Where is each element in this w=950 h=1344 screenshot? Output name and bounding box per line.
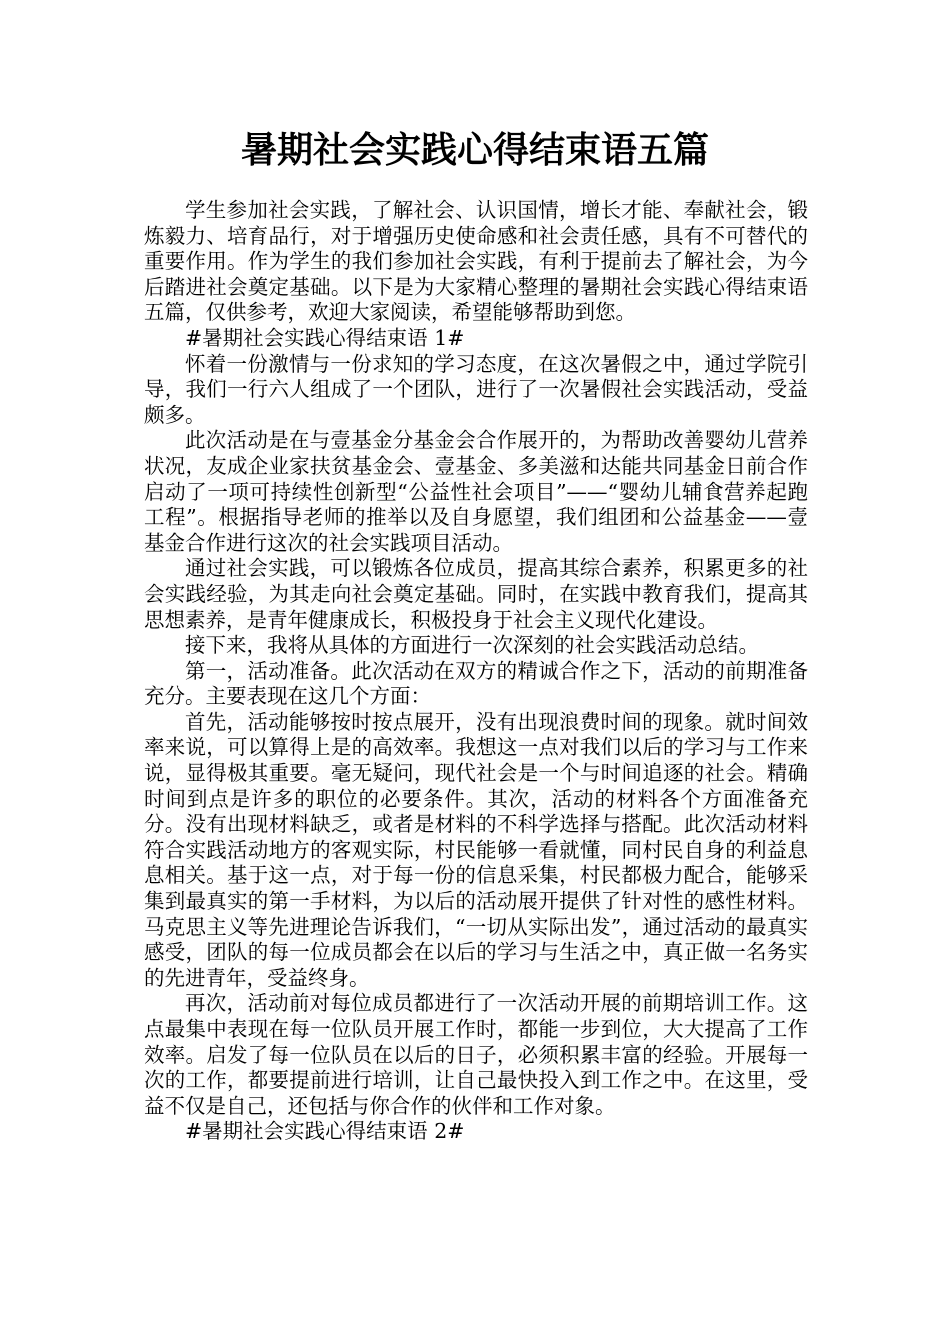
section-heading-2: #暑期社会实践心得结束语 2# bbox=[185, 1119, 465, 1144]
body-paragraph: 此次活动是在与壹基金分基金会合作展开的，为帮助改善婴幼儿营养状况，友成企业家扶贫基金会、壹基金、多美滋和达能共同基金日前合作启动了一项可持续性创新型“公益性社会项目”——“婴幼儿辅食营养起跑工程”。根据指导老师的推举以及自身愿望，我们组团和公益基金——壹基金合作进行这次的社会实践项目活动。 bbox=[144, 428, 808, 555]
intro-paragraph: 学生参加社会实践，了解社会、认识国情，增长才能、奉献社会，锻炼毅力、培育品行，对于增强历史使命感和社会责任感，具有不可替代的重要作用。作为学生的我们参加社会实践，有利于提前去了解社会，为今后踏进社会奠定基础。以下是为大家精心整理的暑期社会实践心得结束语五篇，仅供参考，欢迎大家阅读，希望能够帮助到您。 bbox=[144, 198, 808, 325]
body-paragraph: 再次，活动前对每位成员都进行了一次活动开展的前期培训工作。这点最集中表现在每一位队员开展工作时，都能一步到位，大大提高了工作效率。启发了每一位队员在以后的日子，必须积累丰富的经验。开展每一次的工作，都要提前进行培训，让自己最快投入到工作之中。在这里，受益不仅是自己，还包括与你合作的伙伴和工作对象。 bbox=[144, 991, 808, 1118]
body-paragraph: 怀着一份激情与一份求知的学习态度，在这次暑假之中，通过学院引导，我们一行六人组成了一个团队，进行了一次暑假社会实践活动，受益颇多。 bbox=[144, 351, 808, 427]
body-paragraph: 第一，活动准备。此次活动在双方的精诚合作之下，活动的前期准备充分。主要表现在这几个方面： bbox=[144, 658, 808, 709]
body-paragraph: 接下来，我将从具体的方面进行一次深刻的社会实践活动总结。 bbox=[185, 633, 759, 658]
document-title: 暑期社会实践心得结束语五篇 bbox=[240, 130, 709, 171]
document-body bbox=[144, 198, 808, 1145]
body-paragraph: 通过社会实践，可以锻炼各位成员，提高其综合素养，积累更多的社会实践经验，为其走向社会奠定基础。同时，在实践中教育我们，提高其思想素养，是青年健康成长，积极投身于社会主义现代化建设。 bbox=[144, 556, 808, 632]
section-heading-1: #暑期社会实践心得结束语 1# bbox=[185, 325, 465, 350]
body-paragraph: 首先，活动能够按时按点展开，没有出现浪费时间的现象。就时间效率来说，可以算得上是的高效率。我想这一点对我们以后的学习与工作来说，显得极其重要。毫无疑问，现代社会是一个与时间追逐的社会。精确时间到点是许多的职位的必要条件。其次，活动的材料各个方面准备充分。没有出现材料缺乏，或者是材料的不科学选择与搭配。此次活动材料符合实践活动地方的客观实际，村民能够一看就懂，同村民自身的利益息息相关。基于这一点，对于每一份的信息采集，村民都极力配合，能够采集到最真实的第一手材料，为以后的活动展开提供了针对性的感性材料。马克思主义等先进理论告诉我们，“一切从实际出发”，通过活动的最真实感受，团队的每一位成员都会在以后的学习与生活之中，真正做一名务实的先进青年，受益终身。 bbox=[144, 709, 808, 990]
